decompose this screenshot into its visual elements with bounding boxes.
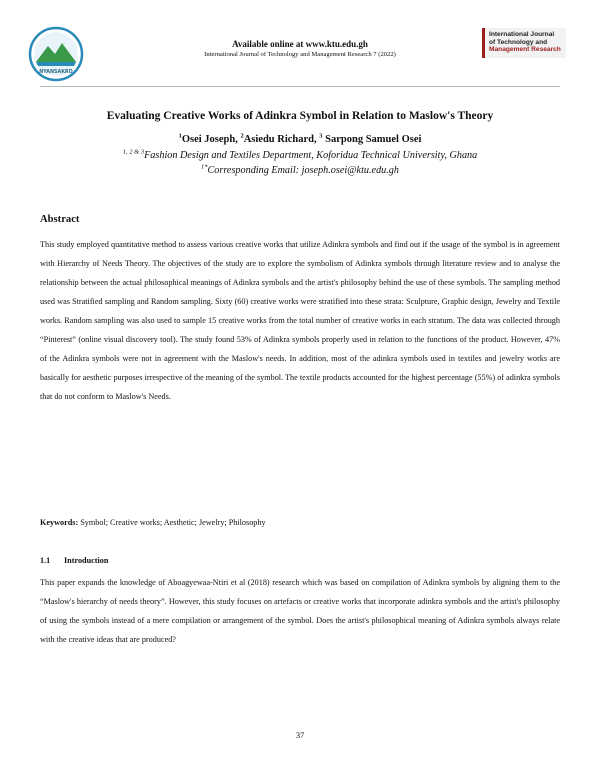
- author-name: Osei Joseph,: [181, 134, 241, 145]
- affiliation-marker: 1, 2 & 3: [122, 148, 145, 156]
- email-text[interactable]: Corresponding Email: joseph.osei@ktu.edu.gh: [207, 165, 399, 176]
- author-marker: 2: [240, 132, 244, 140]
- page-number: 37: [295, 731, 305, 740]
- introduction-body: This paper expands the knowledge of Aboagyewaa-Ntiri et al (2018) research which was based on compilation of Adinkra symbols by aligning them to the “Maslow's hierarchy of needs theory”. However, this study focuses on artefacts or creative works that incorporate adinkra symbols and the artist's philosophy of using the symbols instead of a mere compilation or arrangement of the symbol. Does the artist's philosophical meaning of Adinkra symbols always relate with the creative ideas that are produced?: [40, 578, 560, 644]
- introduction-heading: [40, 556, 108, 565]
- header-center: [140, 38, 460, 60]
- keywords: [40, 518, 560, 527]
- author-marker: 3: [319, 132, 323, 140]
- corresponding-email: [40, 165, 560, 177]
- affiliation: [40, 150, 560, 162]
- email-marker: 1*: [200, 163, 208, 171]
- available-online-link[interactable]: Available online at www.ktu.edu.gh: [232, 39, 368, 49]
- author-name: Sarpong Samuel Osei: [322, 134, 422, 145]
- logo-text: NYANSAKRO: [39, 70, 73, 75]
- keywords-label: Keywords:: [40, 518, 79, 527]
- journal-badge: [482, 28, 566, 58]
- journal-badge-line: Management Research: [489, 46, 561, 54]
- journal-logo: [28, 26, 84, 82]
- journal-citation: International Journal of Technology and Management Research 7 (2022): [204, 51, 396, 58]
- keywords-text: Symbol; Creative works; Aesthetic; Jewelry; Philosophy: [78, 518, 266, 527]
- paper-title: Evaluating Creative Works of Adinkra Symbol in Relation to Maslow's Theory: [106, 110, 494, 122]
- author-name: Asiedu Richard,: [243, 134, 320, 145]
- journal-badge-line: International Journal: [489, 31, 555, 38]
- abstract-heading: Abstract: [40, 214, 80, 225]
- section-number: 1.1: [40, 556, 51, 565]
- author-list: [40, 133, 560, 146]
- section-title: Introduction: [64, 556, 109, 565]
- abstract-body: This study employed quantitative method to assess various creative works that utilize Adinkra symbols and find out if the usage of the symbol is in agreement with Hierarchy of Needs Theory. The objectives of the study are to explore the symbolism of Adinkra symbols through literature review and to analyse the relationship between the actual philosophical meanings of Adinkra symbols and the artist's philosophy behind the use of these symbols. The sampling method used was Stratified sampling and Random sampling. Sixty (60) creative works were stratified into these strata: Sculpture, Graphic design, Jewelry and Textile works. Random sampling was also used to sample 15 creative works from the total number of creative works in each stratum. The data was collected through “Pinterest” (online visual discovery tool). The study found 53% of Adinkra symbols properly used in relation to the functions of the product. However, 47% of the Adinkra symbols were not in agreement with the Maslow's needs. In addition, most of the adinkra symbols used in textiles and jewelry works are basically for aesthetic purposes irrespective of the meaning of the symbol. The textile products accounted for the highest percentage (55%) of adinkra symbols that do not conform to Maslow's Needs.: [40, 240, 560, 401]
- journal-badge-line: of Technology and: [489, 38, 548, 46]
- header-divider: [40, 86, 560, 87]
- logo-emblem-icon: [28, 26, 84, 82]
- affiliation-text: Fashion Design and Textiles Department, Koforidua Technical University, Ghana: [144, 150, 478, 161]
- author-marker: 1: [178, 132, 182, 140]
